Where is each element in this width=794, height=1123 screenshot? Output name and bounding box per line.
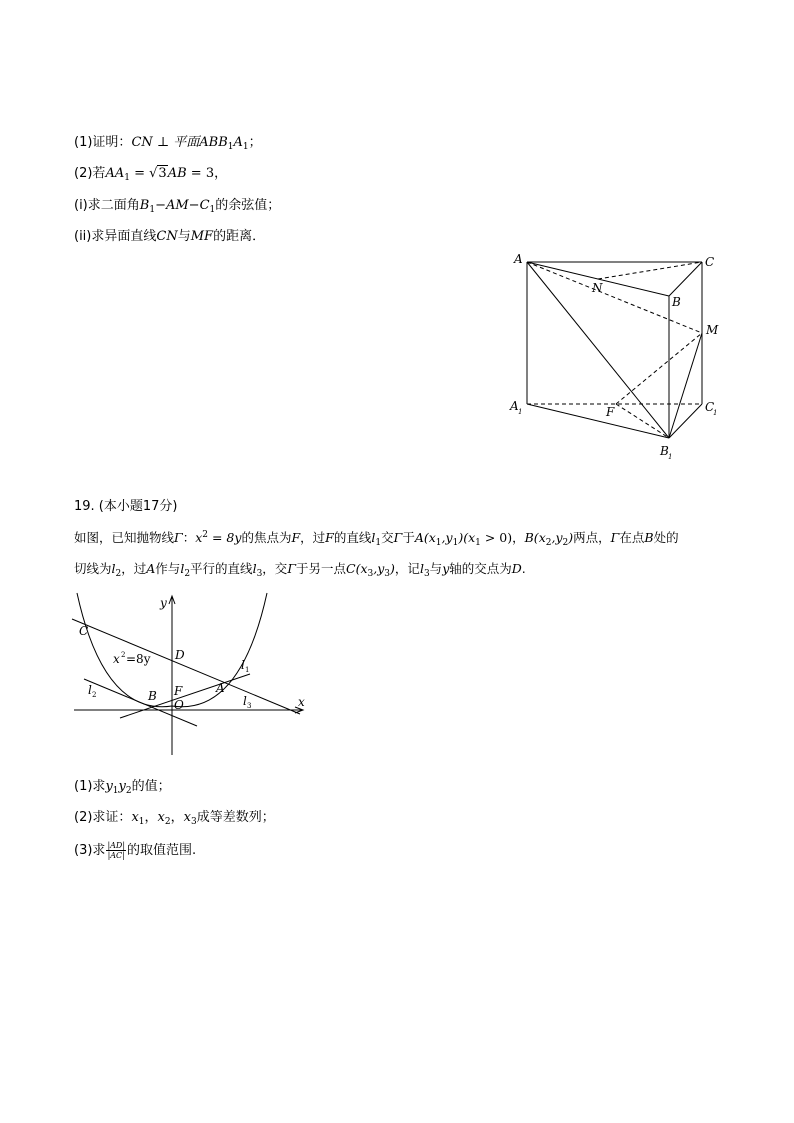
label-B1-sub: 1 <box>668 453 673 461</box>
q18-part2: (2)若$AA_1 = √3AB = 3$， <box>74 166 228 183</box>
q19-stem-line1: 如图，已知抛物线Γ：$x^2 = 8y$的焦点为F，过F的直线$l_1$交Γ于$A(x_1,y_1)(x_1 > 0)$，$B(x_2,y_2)$两点，Γ在点B处的 <box>74 530 679 548</box>
label-l2-sub: 2 <box>92 691 97 699</box>
label-l1: l <box>241 658 245 672</box>
label-N: N <box>592 281 603 295</box>
label-l2: l <box>88 683 92 697</box>
q18-part1: (1)证明：CN ⊥ 平面$ABB_1A_1$； <box>74 135 262 152</box>
label-M: M <box>706 323 719 337</box>
label-A1: A <box>510 399 519 413</box>
label-x: x <box>298 695 305 709</box>
segment-B1-M <box>669 333 702 438</box>
label-A: A <box>216 681 225 695</box>
q19-part1: (1)求$y_1y_2$的值； <box>74 779 171 796</box>
label-F: F <box>174 684 183 698</box>
q19-part3: (3)求 $\frac{|AD|}{|AC|}$ 的取值范围. <box>74 841 197 860</box>
label-B: B <box>148 689 157 703</box>
line-l1 <box>120 674 250 718</box>
label-l3: l <box>243 694 247 708</box>
label-C1-sub: 1 <box>713 409 718 417</box>
parabola-figure <box>70 590 315 760</box>
label-C: C <box>79 624 89 638</box>
label-eq-exp: 2 <box>121 651 126 659</box>
label-B: B <box>672 295 681 309</box>
q19-header: 19. (本小题17分) <box>74 499 178 514</box>
q18-part2-i: (i)求二面角$B_1-AM-C_1$的余弦值； <box>74 198 281 215</box>
label-A1-sub: 1 <box>518 408 523 416</box>
label-l3-sub: 3 <box>247 702 252 710</box>
label-D: D <box>175 648 185 662</box>
line-l3 <box>72 619 300 714</box>
q19-part2: (2)求证：$x_1$，$x_2$，$x_3$成等差数列； <box>74 810 275 827</box>
edge-B-C <box>669 262 702 296</box>
label-C1: C <box>705 400 715 414</box>
label-C: C <box>705 255 715 269</box>
sqrt-symbol: √3 <box>149 166 167 181</box>
label-A: A <box>514 252 523 266</box>
segment-F-M-dashed <box>616 333 702 404</box>
label-O: O <box>174 698 184 712</box>
label-B1: B <box>660 444 669 458</box>
prism-figure <box>500 250 740 465</box>
segment-F-B1-dashed <box>616 404 669 438</box>
fraction-AD-AC: $\frac{|AD|}{|AC|}$ <box>107 841 126 860</box>
label-F: F <box>606 405 615 419</box>
segment-N-C-dashed <box>598 262 702 279</box>
q18-part2-ii: (ii)求异面直线CN与MF的距离． <box>74 229 266 244</box>
label-l1-sub: 1 <box>245 666 250 674</box>
label-eq-x: x <box>113 652 120 666</box>
label-y: y <box>160 596 167 610</box>
label-eq-rest: =8y <box>126 652 151 666</box>
edge-A1-B1 <box>527 404 669 438</box>
q19-stem-line2: 切线为$l_2$，过A作与$l_2$平行的直线$l_3$，交Γ于另一点$C(x_3,y_3)$，记$l_3$与y轴的交点为D. <box>74 561 526 579</box>
